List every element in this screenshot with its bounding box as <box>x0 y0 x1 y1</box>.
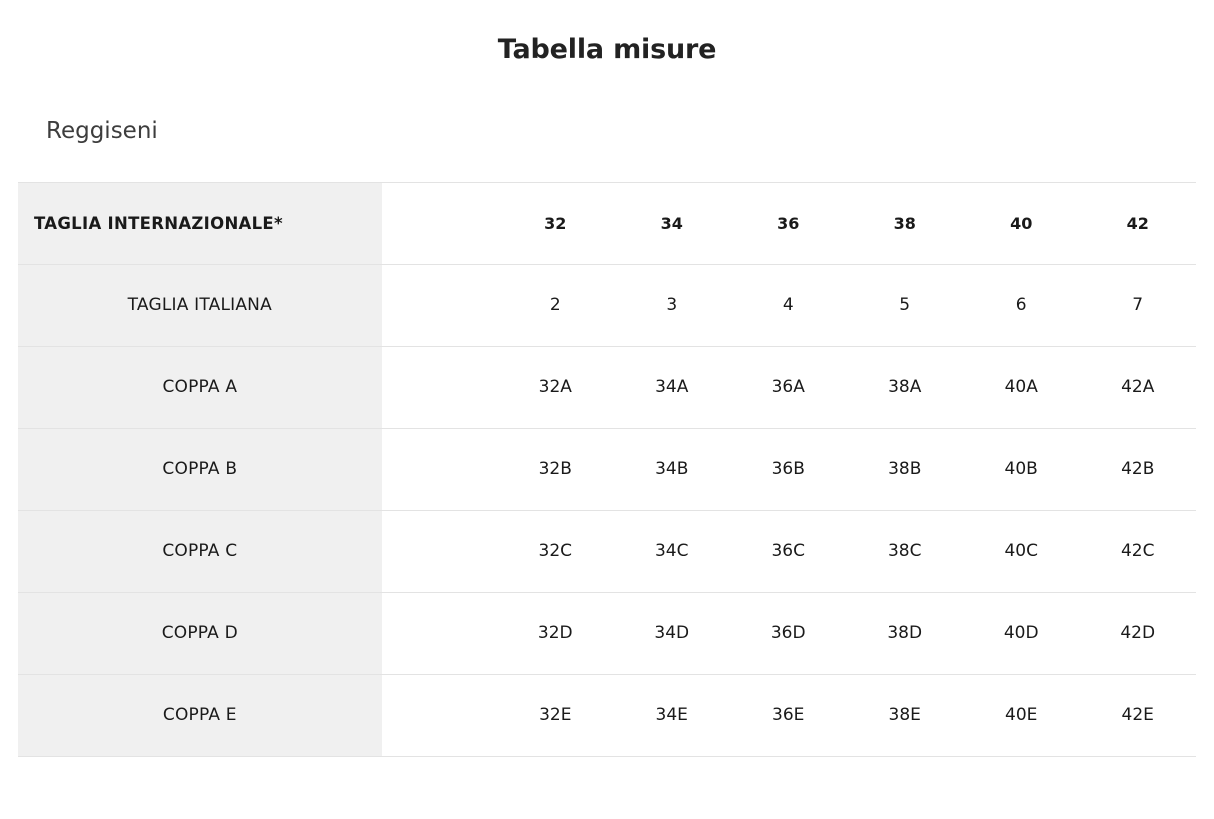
table-row <box>18 346 1196 428</box>
table-cell-spacer <box>382 346 497 428</box>
table-cell: 42A <box>1079 346 1196 428</box>
table-cell: 7 <box>1079 264 1196 346</box>
table-cell: 32C <box>497 510 613 592</box>
table-cell: 38B <box>846 428 962 510</box>
table-cell: 3 <box>614 264 730 346</box>
table-row <box>18 592 1196 674</box>
row-header-italian-size: TAGLIA ITALIANA <box>18 264 382 346</box>
table-cell: 36B <box>730 428 846 510</box>
table-cell-spacer <box>382 182 497 264</box>
row-header-cup-c: COPPA C <box>18 510 382 592</box>
table-cell: 38D <box>846 592 962 674</box>
table-cell: 42 <box>1079 182 1196 264</box>
table-row <box>18 182 1196 264</box>
table-row <box>18 264 1196 346</box>
row-header-cup-e: COPPA E <box>18 674 382 756</box>
table-cell: 2 <box>497 264 613 346</box>
page-title: Tabella misure <box>497 34 717 65</box>
table-cell: 40A <box>963 346 1079 428</box>
row-header-cup-b: COPPA B <box>18 428 382 510</box>
table-cell: 34A <box>614 346 730 428</box>
table-cell: 6 <box>963 264 1079 346</box>
table-cell: 5 <box>846 264 962 346</box>
table-cell: 36E <box>730 674 846 756</box>
table-row <box>18 428 1196 510</box>
table-cell-spacer <box>382 674 497 756</box>
table-cell: 40 <box>963 182 1079 264</box>
table-cell: 42D <box>1079 592 1196 674</box>
table-cell: 32E <box>497 674 613 756</box>
table-row <box>18 674 1196 756</box>
row-header-cup-a: COPPA A <box>18 346 382 428</box>
row-header-cup-d: COPPA D <box>18 592 382 674</box>
table-cell: 40C <box>963 510 1079 592</box>
table-cell: 40B <box>963 428 1079 510</box>
table-cell: 36A <box>730 346 846 428</box>
table-cell: 34D <box>614 592 730 674</box>
table-cell: 38A <box>846 346 962 428</box>
table-cell: 34C <box>614 510 730 592</box>
size-table-container <box>0 182 1214 757</box>
table-cell: 32D <box>497 592 613 674</box>
section-label-reggiseni: Reggiseni <box>46 118 158 145</box>
table-cell: 34 <box>614 182 730 264</box>
table-cell-spacer <box>382 264 497 346</box>
table-cell: 32 <box>497 182 613 264</box>
table-cell: 42C <box>1079 510 1196 592</box>
size-table <box>18 182 1196 757</box>
table-cell: 32B <box>497 428 613 510</box>
table-cell: 32A <box>497 346 613 428</box>
table-cell: 36 <box>730 182 846 264</box>
table-cell: 40E <box>963 674 1079 756</box>
table-cell: 38C <box>846 510 962 592</box>
table-cell: 38 <box>846 182 962 264</box>
table-cell: 34B <box>614 428 730 510</box>
row-header-international-size: TAGLIA INTERNAZIONALE* <box>18 182 382 264</box>
table-cell: 38E <box>846 674 962 756</box>
table-cell: 42B <box>1079 428 1196 510</box>
table-cell: 42E <box>1079 674 1196 756</box>
table-cell-spacer <box>382 510 497 592</box>
table-cell: 40D <box>963 592 1079 674</box>
table-cell-spacer <box>382 592 497 674</box>
table-cell-spacer <box>382 428 497 510</box>
table-row <box>18 510 1196 592</box>
table-cell: 36D <box>730 592 846 674</box>
table-cell: 34E <box>614 674 730 756</box>
table-cell: 4 <box>730 264 846 346</box>
table-cell: 36C <box>730 510 846 592</box>
